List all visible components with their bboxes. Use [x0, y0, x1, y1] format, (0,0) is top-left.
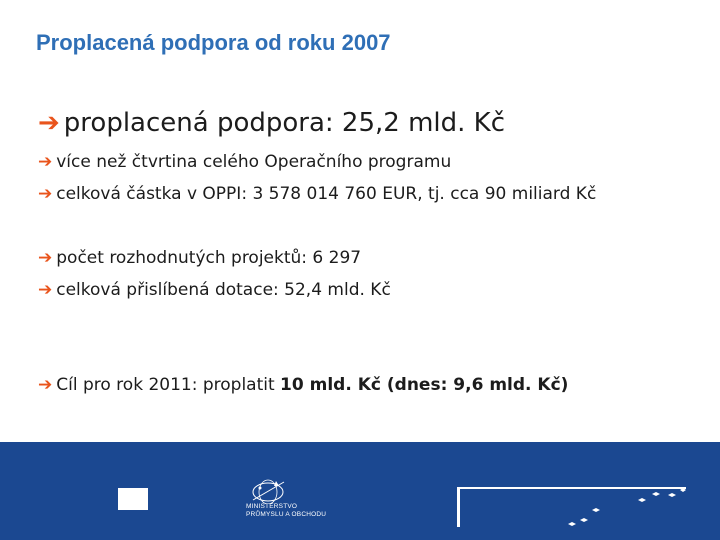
- bullet-2: [38, 184, 596, 204]
- arrow-icon: ➔: [38, 151, 53, 172]
- bullet-4: [38, 280, 391, 300]
- bullet-4-text: celková přislíbená dotace: 52,4 mld. Kč: [56, 280, 391, 300]
- eu-stars-icon: [560, 486, 690, 526]
- arrow-icon: ➔: [38, 183, 53, 204]
- bullet-1: [38, 152, 451, 172]
- bullet-5-text: Cíl pro rok 2011: proplatit: [56, 375, 281, 395]
- flag-icon: [118, 488, 148, 510]
- bullet-main-text: proplacená podpora: 25,2 mld. Kč: [63, 108, 506, 138]
- bullet-1-text: více než čtvrtina celého Operačního programu: [56, 152, 452, 172]
- arrow-icon: ➔: [38, 247, 53, 268]
- arrow-icon: ➔: [38, 108, 60, 138]
- arrow-icon: ➔: [38, 374, 53, 395]
- eu-bar: [457, 487, 460, 527]
- bullet-3-text: počet rozhodnutých projektů: 6 297: [56, 248, 362, 268]
- bullet-5: [38, 375, 568, 395]
- bullet-2-text: celková částka v OPPI: 3 578 014 760 EUR, tj. cca 90 miliard Kč: [56, 184, 597, 204]
- bullet-5-bold: 10 mld. Kč (dnes: 9,6 mld. Kč): [280, 375, 569, 395]
- ministry-logo-icon: [246, 478, 316, 504]
- bullet-3: [38, 248, 361, 268]
- arrow-icon: ➔: [38, 279, 53, 300]
- slide-title: Proplacená podpora od roku 2007: [36, 30, 391, 55]
- ministry-logo-text: MINISTERSTVO PRŮMYSLU A OBCHODU: [246, 503, 327, 518]
- bullet-main: [38, 108, 505, 138]
